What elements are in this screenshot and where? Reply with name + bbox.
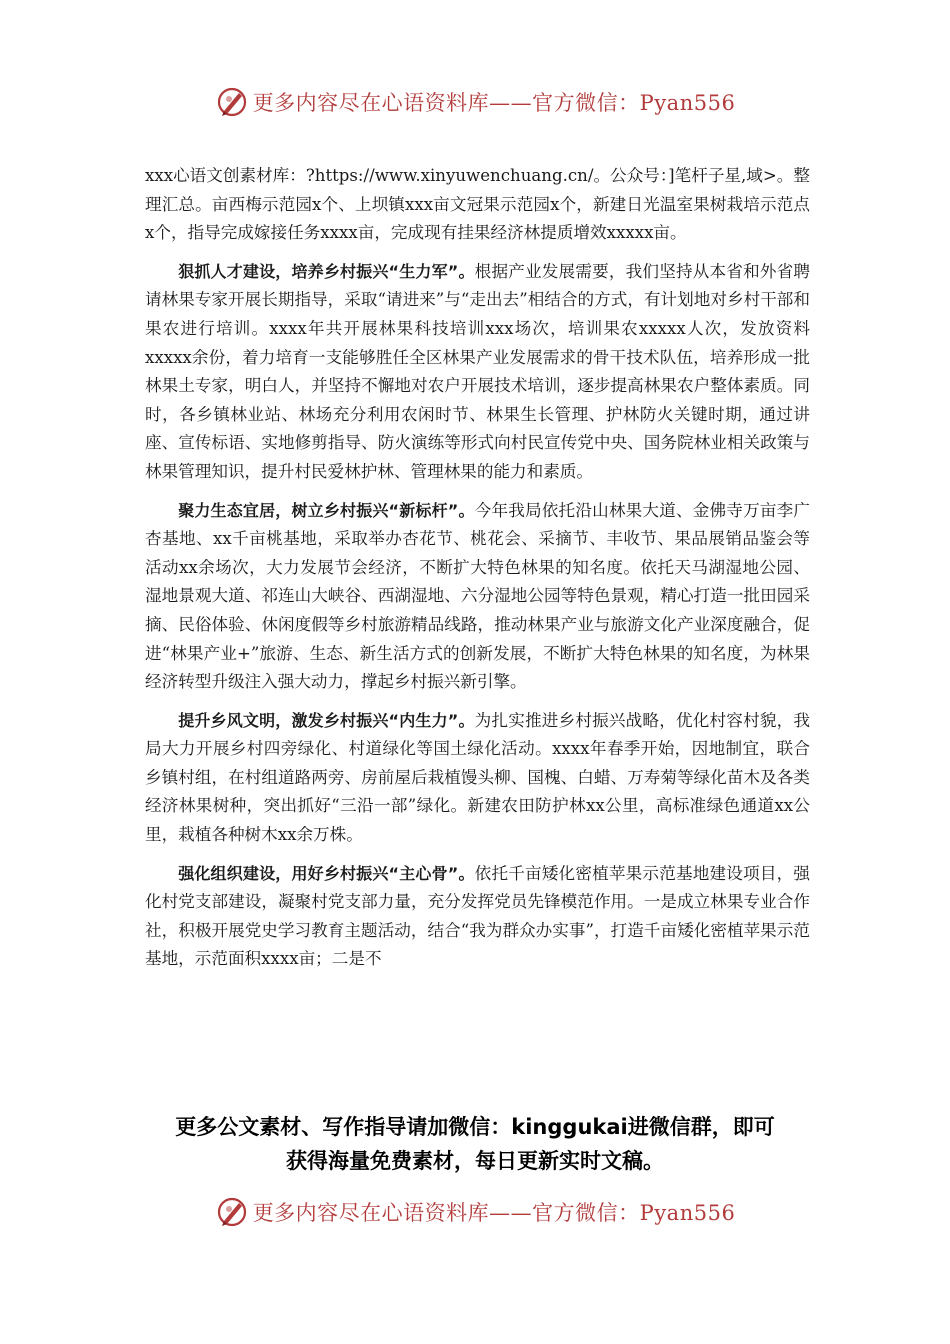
paragraph-1	[145, 162, 810, 248]
paragraph-5	[145, 860, 810, 974]
pen-logo-icon	[215, 1195, 249, 1229]
header-banner-text: 更多内容尽在心语资料库——官方微信：Pyan556	[252, 91, 736, 115]
footer-banner-text: 更多内容尽在心语资料库——官方微信：Pyan556	[252, 1201, 736, 1225]
paragraph-2-heading: 狠抓人才建设，培养乡村振兴“生力军”。	[178, 261, 475, 281]
paragraph-4	[145, 707, 810, 850]
footer-banner	[0, 1192, 950, 1232]
footer-notice	[120, 1110, 830, 1178]
pen-logo-icon	[215, 85, 249, 119]
document-body	[145, 162, 810, 984]
paragraph-4-body: 为扎实推进乡村振兴战略，优化村容村貌，我局大力开展乡村四旁绿化、村道绿化等国土绿化活动。xxxx年春季开始，因地制宜，联合乡镇村组，在村组道路两旁、房前屋后栽植馒头柳、国槐、白蜡、万寿菊等绿化苗木及各类经济林果树种，突出抓好“三沿一部”绿化。新建农田防护林xx公里，高标准绿色通道xx公里，栽植各种树木xx余万株。	[145, 710, 810, 845]
paragraph-3	[145, 497, 810, 697]
paragraph-2-body: 根据产业发展需要，我们坚持从本省和外省聘请林果专家开展长期指导，采取“请进来”与“走出去”相结合的方式，有计划地对乡村干部和果农进行培训。xxxx年共开展林果科技培训xxx场次，培训果农xxxxx人次，发放资料xxxxx余份，着力培育一支能够胜任全区林果产业发展需求的骨干技术队伍，培养形成一批林果土专家，明白人，并坚持不懈地对农户开展技术培训，逐步提高林果农户整体素质。同时，各乡镇林业站、林场充分利用农闲时节、林果生长管理、护林防火关键时期，通过讲座、宣传标语、实地修剪指导、防火演练等形式向村民宣传党中央、国务院林业相关政策与林果管理知识，提升村民爱林护林、管理林果的能力和素质。	[145, 261, 810, 481]
paragraph-5-heading: 强化组织建设，用好乡村振兴“主心骨”。	[178, 863, 475, 883]
paragraph-1-body: xxx心语文创素材库：?https://www.xinyuwenchuang.cn/。公众号：]笔杆子星,域>。整理汇总。亩西梅示范园x个、上坝镇xxx亩文冠果示范园x个，新建日光温室果树栽培示范点x个，指导完成嫁接任务xxxx亩，完成现有挂果经济林提质增效xxxxx亩。	[145, 166, 810, 243]
footer-notice-line-1: 更多公文素材、写作指导请加微信：kinggukai进微信群，即可	[175, 1115, 775, 1139]
header-banner	[0, 82, 950, 122]
paragraph-3-body: 今年我局依托沿山林果大道、金佛寺万亩李广杏基地、xx千亩桃基地，采取举办杏花节、桃花会、采摘节、丰收节、果品展销品鉴会等活动xx余场次，大力发展节会经济，不断扩大特色林果的知名度。依托天马湖湿地公园、湿地景观大道、祁连山大峡谷、西湖湿地、六分湿地公园等特色景观，精心打造一批田园采摘、民俗体验、休闲度假等乡村旅游精品线路，推动林果产业与旅游文化产业深度融合，促进“林果产业+”旅游、生态、新生活方式的创新发展，不断扩大特色林果的知名度，为林果经济转型升级注入强大动力，撑起乡村振兴新引擎。	[145, 500, 810, 692]
paragraph-3-heading: 聚力生态宜居，树立乡村振兴“新标杆”。	[178, 500, 475, 520]
paragraph-5-body: 依托千亩矮化密植苹果示范基地建设项目，强化村党支部建设，凝聚村党支部力量，充分发挥党员先锋模范作用。一是成立林果专业合作社，积极开展党史学习教育主题活动，结合“我为群众办实事”，打造千亩矮化密植苹果示范基地，示范面积xxxx亩；二是不	[145, 863, 810, 969]
paragraph-4-heading: 提升乡风文明，激发乡村振兴“内生力”。	[178, 710, 475, 730]
footer-notice-line-2: 获得海量免费素材，每日更新实时文稿。	[286, 1149, 664, 1173]
paragraph-2	[145, 258, 810, 487]
